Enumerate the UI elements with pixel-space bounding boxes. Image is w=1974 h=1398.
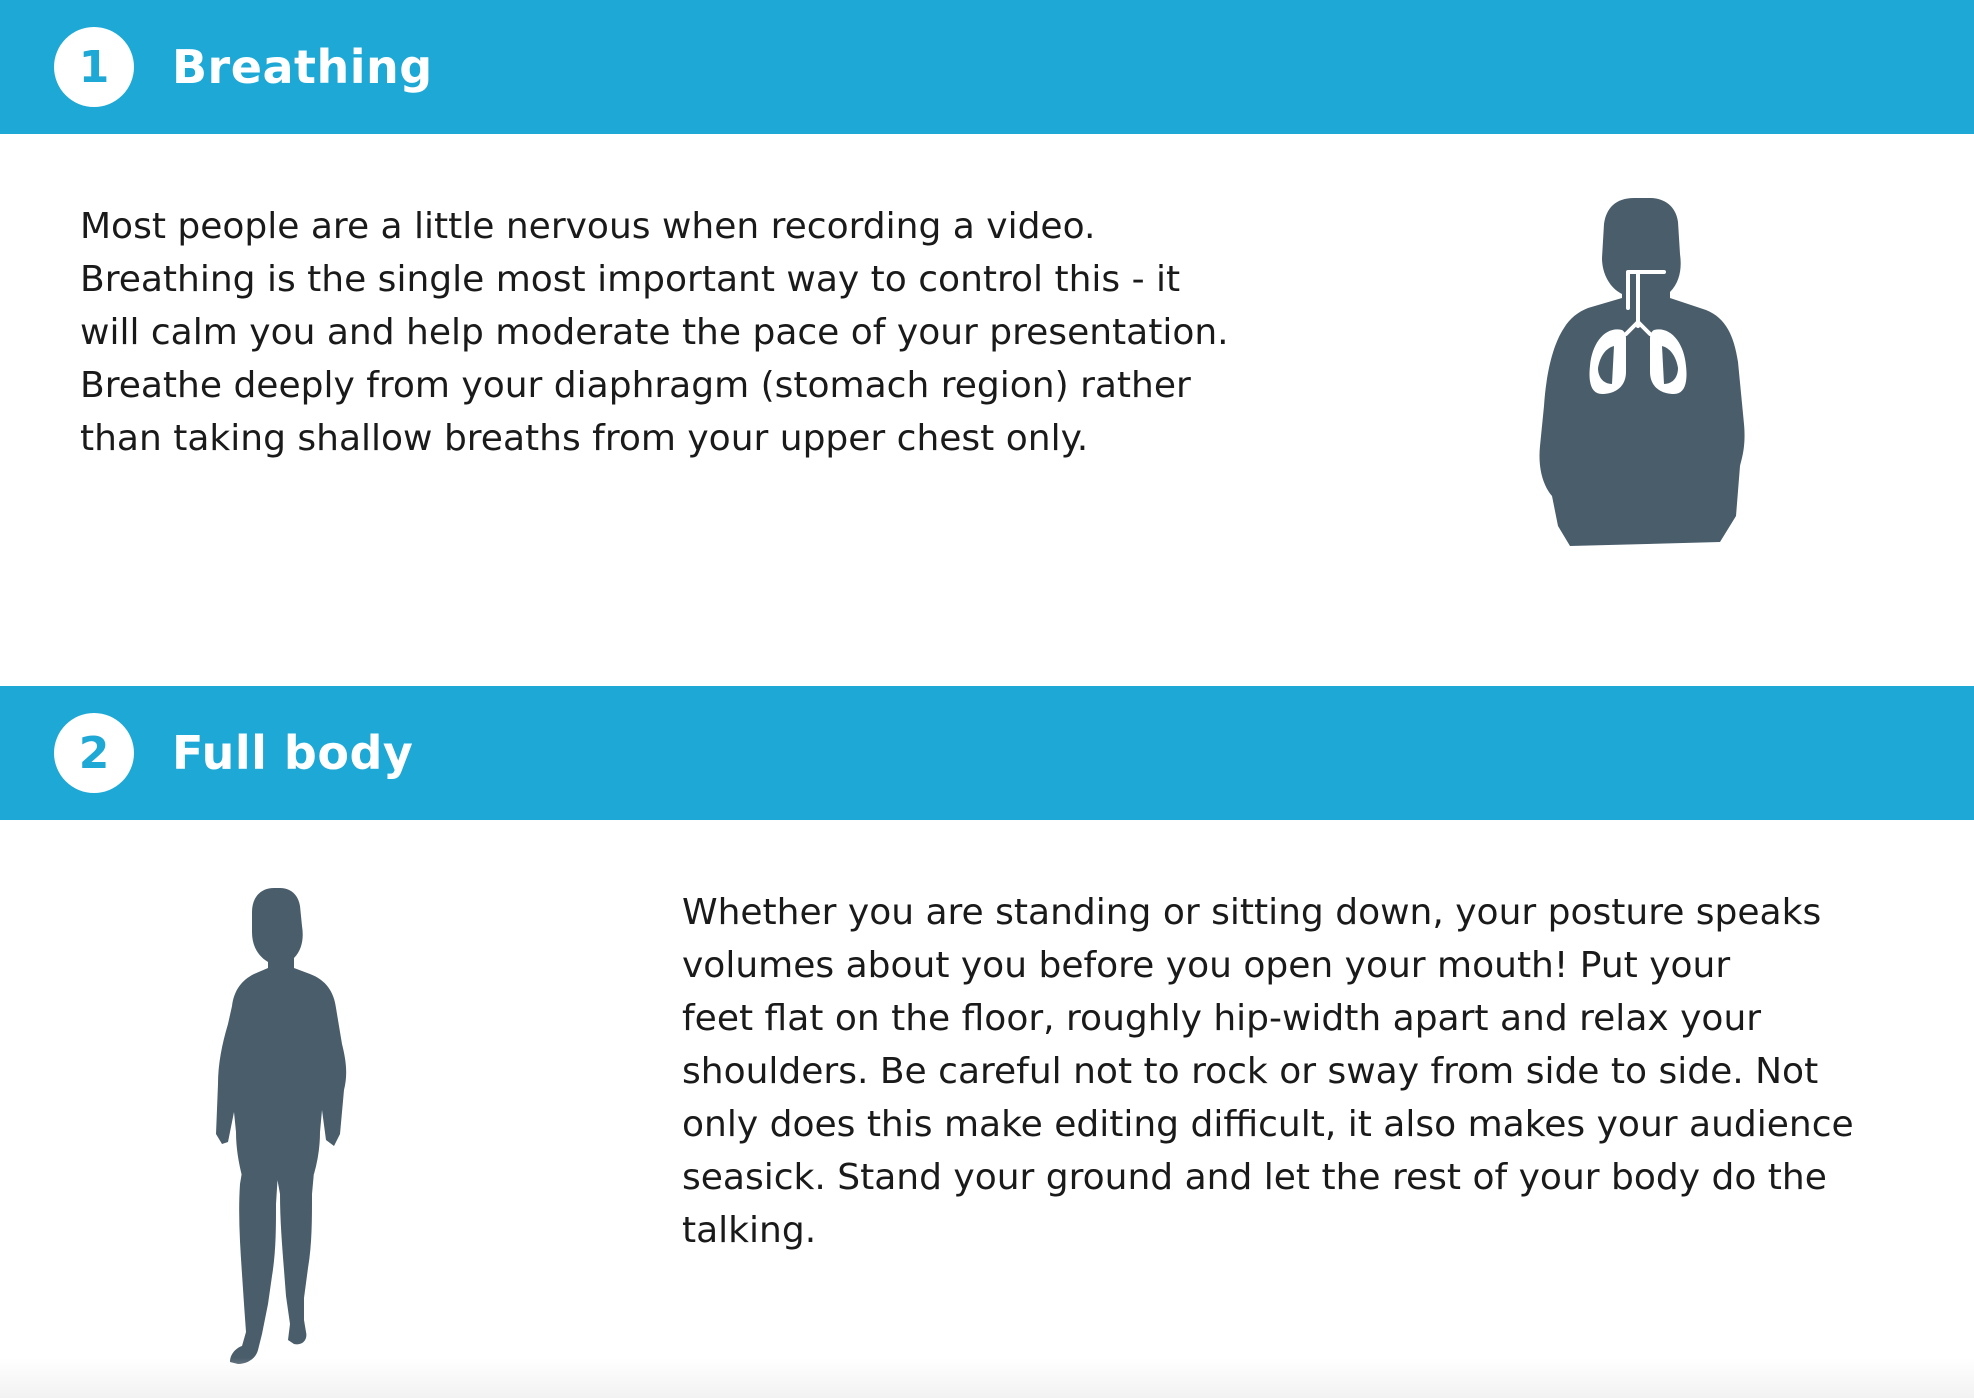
upper-body-lungs-icon — [1530, 196, 1760, 548]
section-title: Full body — [172, 726, 414, 780]
body-line: talking. — [682, 1210, 817, 1251]
body-line: Breathe deeply from your diaphragm (stomach region) rather — [80, 365, 1191, 406]
section-body-full-body — [682, 886, 1854, 1257]
body-line: volumes about you before you open your mouth! Put your — [682, 945, 1731, 986]
body-line: Whether you are standing or sitting down, your posture speaks — [682, 892, 1822, 933]
full-body-silhouette-icon — [214, 884, 374, 1368]
section-header-full-body — [0, 686, 1974, 820]
section-title: Breathing — [172, 40, 433, 94]
section-number-badge: 2 — [54, 713, 134, 793]
section-number-badge: 1 — [54, 27, 134, 107]
page-bottom-fade — [0, 1358, 1974, 1398]
section-body-breathing — [80, 200, 1229, 465]
body-line: Breathing is the single most important way to control this - it — [80, 259, 1181, 300]
section-header-breathing — [0, 0, 1974, 134]
body-line: feet flat on the floor, roughly hip-width apart and relax your — [682, 998, 1762, 1039]
body-line: Most people are a little nervous when recording a video. — [80, 206, 1096, 247]
body-line: than taking shallow breaths from your upper chest only. — [80, 418, 1089, 459]
body-line: will calm you and help moderate the pace of your presentation. — [80, 312, 1229, 353]
body-line: seasick. Stand your ground and let the rest of your body do the — [682, 1157, 1827, 1198]
body-line: shoulders. Be careful not to rock or sway from side to side. Not — [682, 1051, 1819, 1092]
body-line: only does this make editing difficult, it also makes your audience — [682, 1104, 1854, 1145]
